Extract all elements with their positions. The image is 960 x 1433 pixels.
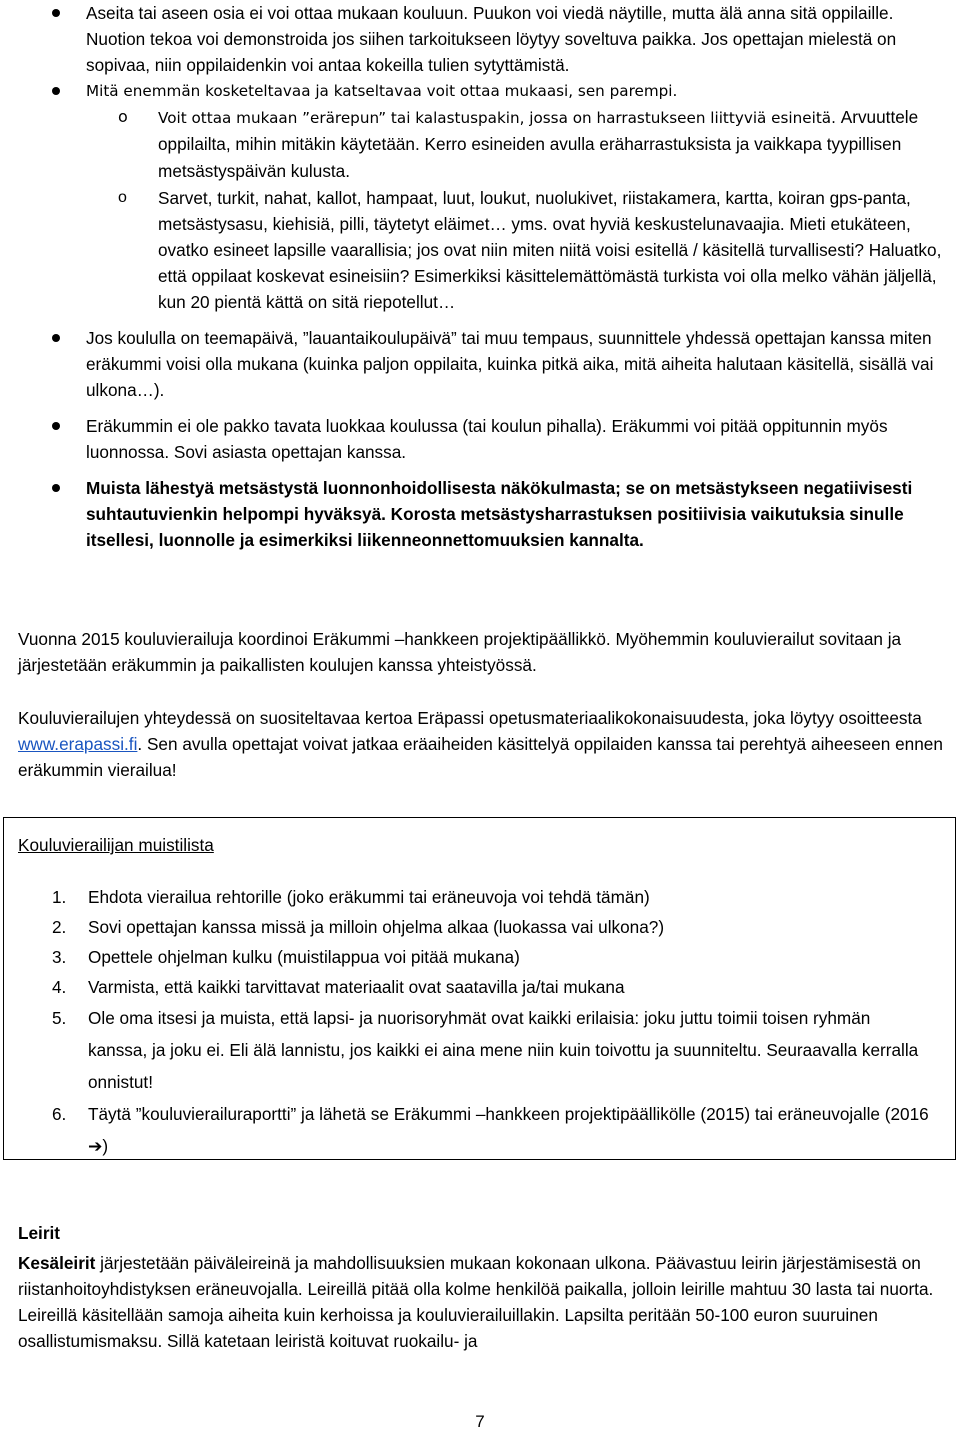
bullet-dot-icon [52, 422, 60, 430]
bullet-item [0, 78, 960, 315]
sub-bullet-text: Sarvet, turkit, nahat, kallot, hampaat, luut, loukut, nuolukivet, riistakamera, kartta, koiran gps-panta, metsästysasu, kiehisiä, pilli, täytetyt eläimet… yms. ovat hyviä keskustelunavaajia. Mieti etukäteen, ovatko esineet lapsille vaarallisia; jos ovat niin miten niitä voisi esitellä / käsitellä turvallisesti? Haluatko, että oppilaat koskevat esineisiin? Esimerkiksi käsittelemättömästä turkista voi olla melko vähän jäljellä, kun 20 pientä kättä on sitä riepotellut… [158, 188, 942, 312]
bullet-item [0, 325, 960, 403]
circle-bullet-icon: o [118, 189, 127, 206]
paragraph-erapassi [18, 705, 943, 783]
item-text: Opettele ohjelman kulku (muistilappua voi pitää mukana) [88, 947, 520, 967]
checklist-item [4, 882, 944, 912]
sub-bullet-list [86, 104, 942, 315]
paragraph-text: Kouluvierailujen yhteydessä on suositeltavaa kertoa Eräpassi opetusmateriaalikokonaisuudesta, joka löytyy osoitteesta [18, 708, 922, 728]
page-number: 7 [475, 1412, 485, 1431]
bullet-text: Aseita tai aseen osia ei voi ottaa mukaan kouluun. Puukon voi viedä näytille, mutta älä anna sitä oppilaille. Nuotion tekoa voi demonstroida jos siihen tarkoitukseen löytyy soveltuva paikka. Jos opettajan mielestä on sopivaa, niin oppilaidenkin voi antaa kokeilla tulien sytyttämistä. [86, 3, 897, 75]
item-text: Täytä ”kouluvierailuraportti” ja lähetä se Eräkummi –hankkeen projektipäällikölle (2015) tai eräneuvojalle (2016 ➔) [88, 1104, 929, 1156]
item-text: Ole oma itsesi ja muista, että lapsi- ja nuorisoryhmät ovat kaikki erilaisia: joku juttu toimii toisen ryhmän kanssa, ja joku ei. Eli älä lannistu, jos kaikki ei aina mene niin kuin toivottu ja suunniteltu. Seuraavalla kerralla onnistut! [88, 1008, 919, 1092]
paragraph-coordination: Vuonna 2015 kouluvierailuja koordinoi Eräkummi –hankkeen projektipäällikkö. Myöhemmin kouluvierailut sovitaan ja järjestetään eräkummin ja paikallisten koulujen kanssa yhteistyössä. [18, 629, 902, 675]
item-text: Ehdota vierailua rehtorille (joko eräkummi tai eräneuvoja voi tehdä tämän) [88, 887, 650, 907]
checklist-list [4, 882, 944, 1162]
bullet-dot-icon [52, 484, 60, 492]
item-number: 5. [52, 1008, 67, 1028]
bullet-dot-icon [52, 9, 60, 17]
top-bullet-list [0, 0, 960, 553]
paragraph-lead: Kesäleirit [18, 1253, 96, 1273]
bullet-dot-icon [52, 87, 60, 95]
item-number: 3. [52, 947, 67, 967]
checklist-item [4, 972, 944, 1002]
item-text: Varmista, että kaikki tarvittavat materiaalit ovat saatavilla ja/tai mukana [88, 977, 625, 997]
checklist-item [4, 912, 944, 942]
item-number: 1. [52, 887, 67, 907]
bullet-item [0, 0, 960, 78]
erapassi-link[interactable]: www.erapassi.fi [18, 734, 138, 754]
sub-bullet-text: Arvuuttele oppilailta, mihin mitäkin käytetään. Kerro esineiden avulla eräharrastuksista ja vaikkapa tyypillisen metsästyspäivän kulusta. [158, 107, 919, 181]
bullet-text: Muista lähestyä metsästystä luonnonhoidollisesta näkökulmasta; se on metsästykseen negatiivisesti suhtautuvienkin helpompi hyväksyä. Korosta metsästysharrastuksen positiivisia vaikutuksia sinulle itsellesi, luonnolle ja esimerkiksi liikenneonnettomuuksien kannalta. [86, 478, 913, 550]
checklist-box [3, 817, 956, 1160]
paragraph-leirit [18, 1250, 943, 1354]
checklist-item [4, 1098, 944, 1162]
checklist-item [4, 1002, 944, 1098]
circle-bullet-icon: o [118, 107, 128, 126]
checklist-title: Kouluvierailijan muistilista [18, 835, 214, 855]
bullet-item [0, 475, 960, 553]
sub-bullet-text: Voit ottaa mukaan ”erärepun” tai kalastuspakin, jossa on harrastukseen liittyviä esineitä. [158, 109, 836, 127]
bullet-text: Eräkummin ei ole pakko tavata luokkaa koulussa (tai koulun pihalla). Eräkummi voi pitää oppitunnin myös luonnossa. Sovi asiasta opettajan kanssa. [86, 416, 888, 462]
paragraph-text: . Sen avulla opettajat voivat jatkaa eräaiheiden käsittelyä oppilaiden kanssa tai perehtyä aiheeseen ennen eräkummin vierailua! [18, 734, 943, 780]
checklist-item [4, 942, 944, 972]
bullet-dot-icon [52, 334, 60, 342]
item-number: 4. [52, 977, 67, 997]
sub-bullet-item [86, 185, 942, 315]
bullet-text: Jos koululla on teemapäivä, ”lauantaikoulupäivä” tai muu tempaus, suunnittele yhdessä opettajan kanssa miten eräkummi voisi olla mukana (kuinka paljon oppilaita, kuinka pitkä aika, mitä aiheita halutaan käsitellä, sisällä vai ulkona…). [86, 328, 934, 400]
paragraph-text: järjestetään päiväleireinä ja mahdollisuuksien mukaan kokonaan ulkona. Päävastuu leirin järjestämisestä on riistanhoitoyhdistyksen eräneuvojalla. Leireillä pitää olla kolme henkilöä paikalla, jolloin leirille mahtuu 30 lasta tai nuorta. Leireillä käsitellään samoja aiheita kuin kerhoissa ja kouluvierailuillakin. Lapsilta peritään 50-100 euron suuruinen osallistumismaksu. Sillä katetaan leiristä koituvat ruokailu- ja [18, 1253, 934, 1351]
sub-bullet-item [86, 104, 942, 185]
item-number: 6. [52, 1104, 67, 1124]
bullet-item [0, 413, 960, 465]
item-number: 2. [52, 917, 67, 937]
bullet-text: Mitä enemmän kosketeltavaa ja katseltavaa voit ottaa mukaasi, sen parempi. [86, 82, 678, 100]
item-text: Sovi opettajan kanssa missä ja milloin ohjelma alkaa (luokassa vai ulkona?) [88, 917, 665, 937]
section-heading-leirit: Leirit [18, 1223, 61, 1243]
